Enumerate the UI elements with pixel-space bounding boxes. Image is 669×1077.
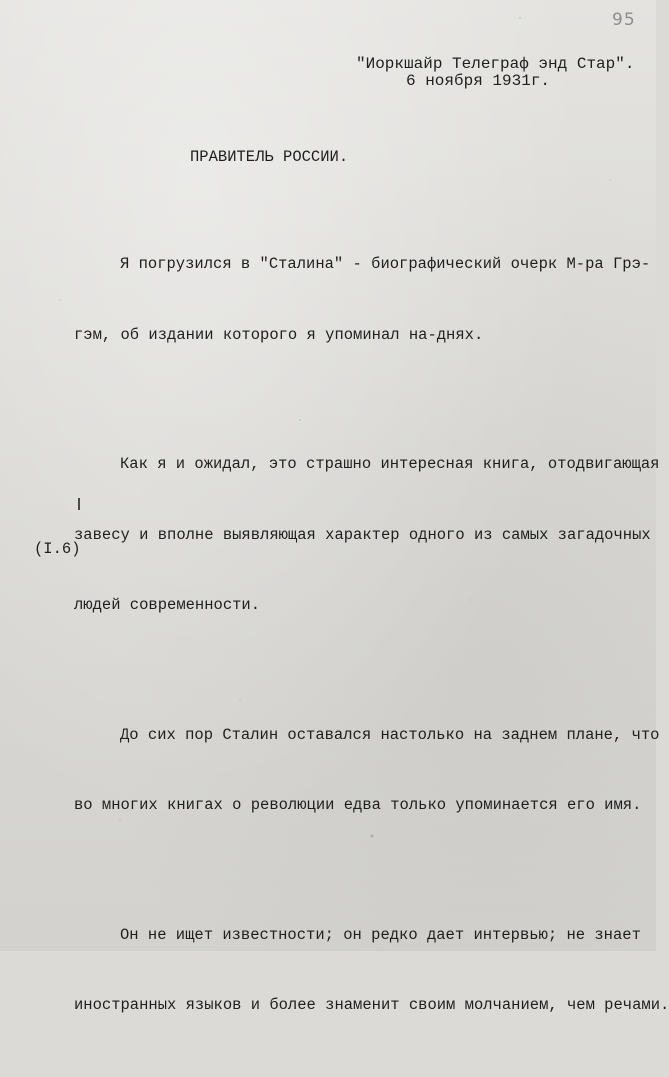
source-date: 6 ноября 1931г. [406,72,551,90]
archive-page-number: 95 [612,10,636,30]
paragraph-line: завесу и вполне выявляющая характер одного из самых загадочных [74,525,651,544]
paragraph-line: гэм, об издании которого я упоминал на-днях. [74,325,484,344]
paragraph-line: иностранных языков и более знаменит своим молчанием, чем речами. [74,996,669,1014]
paragraph-line: До сих пор Сталин оставался настолько на заднем плане, что [120,725,660,744]
paragraph-line: людей современности. [74,596,261,614]
margin-mark [78,498,80,510]
paragraph [74,406,660,665]
paragraph-line: Он не ищет известности; он редко дает интервью; не знает [120,925,641,944]
article-body [74,206,669,1077]
source-header [356,56,634,90]
paragraph [74,677,660,865]
source-publication: "Иоркшайр Телеграф энд Стар". [356,55,635,73]
paragraph-line: Как я и ожидал, это страшно интересная книга, отодвигающая [120,455,660,473]
paragraph [74,877,669,1065]
article-title: ПРАВИТЕЛЬ РОССИИ. [190,148,349,166]
paragraph-line: Я погрузился в "Сталина" - биографический очерк М-ра Грэ- [120,255,651,273]
footnote-reference: (I.6) [34,540,81,558]
paragraph [74,206,650,394]
paragraph-line: во многих книгах о революции едва только упоминается его имя. [74,796,642,814]
